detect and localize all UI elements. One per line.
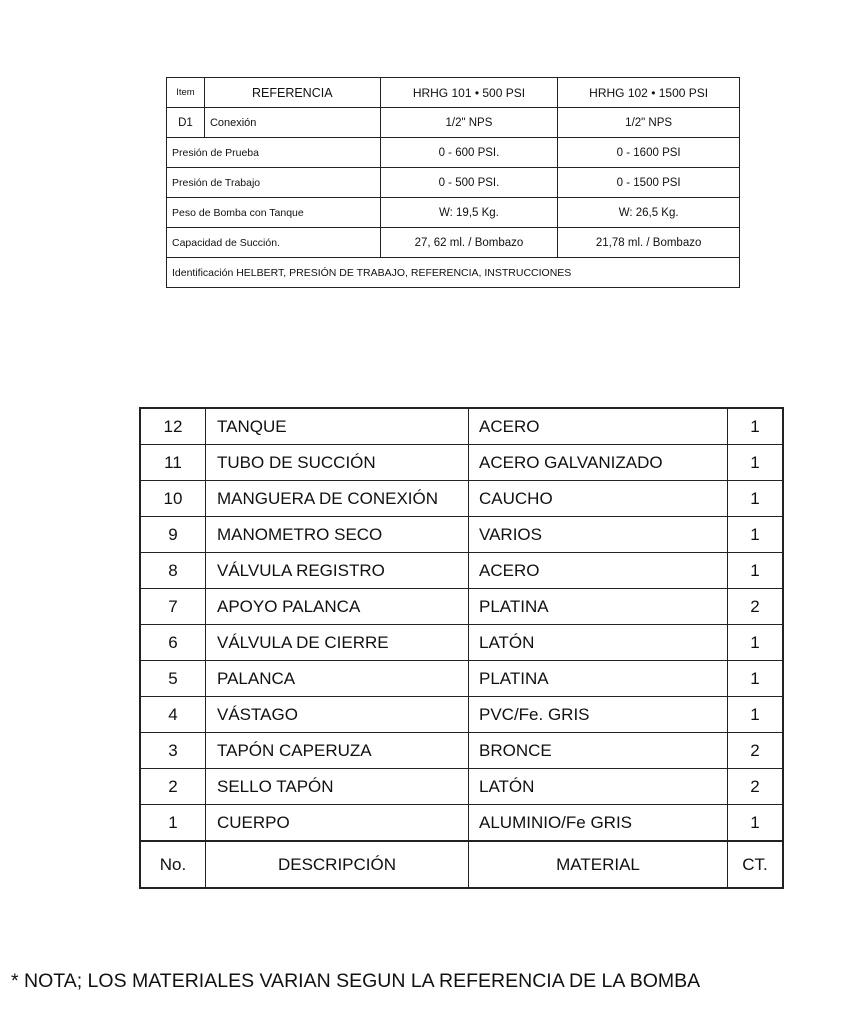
part-material-cell: ACERO GALVANIZADO xyxy=(469,445,728,481)
part-no-cell: 7 xyxy=(140,589,206,625)
spec-label: Presión de Prueba xyxy=(167,138,381,168)
part-qty-cell: 2 xyxy=(728,589,784,625)
part-description-cell: TUBO DE SUCCIÓN xyxy=(206,445,469,481)
part-qty-cell: 1 xyxy=(728,697,784,733)
spec-value-b: 1/2" NPS xyxy=(558,108,740,138)
part-no-cell: 2 xyxy=(140,769,206,805)
part-description-cell: TAPÓN CAPERUZA xyxy=(206,733,469,769)
spec-value-b: 0 - 1600 PSI xyxy=(558,138,740,168)
part-no-cell: 12 xyxy=(140,408,206,445)
spec-row xyxy=(167,138,740,168)
part-no-cell: 10 xyxy=(140,481,206,517)
spec-row xyxy=(167,168,740,198)
part-qty-cell: CT. xyxy=(728,841,784,888)
part-qty-cell: 1 xyxy=(728,481,784,517)
parts-row xyxy=(140,733,783,769)
part-description-cell: TANQUE xyxy=(206,408,469,445)
parts-row xyxy=(140,697,783,733)
part-description-cell: DESCRIPCIÓN xyxy=(206,841,469,888)
part-no-cell: 9 xyxy=(140,517,206,553)
spec-header-model-b: HRHG 102 • 1500 PSI xyxy=(558,78,740,108)
spec-value-a: 1/2" NPS xyxy=(380,108,558,138)
part-no-cell: 3 xyxy=(140,733,206,769)
part-qty-cell: 1 xyxy=(728,553,784,589)
part-material-cell: PVC/Fe. GRIS xyxy=(469,697,728,733)
part-material-cell: LATÓN xyxy=(469,625,728,661)
part-description-cell: APOYO PALANCA xyxy=(206,589,469,625)
parts-table xyxy=(139,407,784,889)
parts-row xyxy=(140,805,783,842)
part-no-cell: 8 xyxy=(140,553,206,589)
parts-row xyxy=(140,769,783,805)
part-material-cell: ACERO xyxy=(469,408,728,445)
part-qty-cell: 1 xyxy=(728,517,784,553)
parts-body xyxy=(140,408,783,888)
part-no-cell: 6 xyxy=(140,625,206,661)
part-no-cell: No. xyxy=(140,841,206,888)
parts-row xyxy=(140,625,783,661)
part-qty-cell: 1 xyxy=(728,408,784,445)
parts-row xyxy=(140,661,783,697)
part-material-cell: CAUCHO xyxy=(469,481,728,517)
part-qty-cell: 2 xyxy=(728,733,784,769)
part-material-cell: PLATINA xyxy=(469,661,728,697)
spec-table xyxy=(166,77,740,288)
part-no-cell: 11 xyxy=(140,445,206,481)
spec-value-b: W: 26,5 Kg. xyxy=(558,198,740,228)
spec-row xyxy=(167,108,740,138)
parts-row xyxy=(140,481,783,517)
part-description-cell: MANGUERA DE CONEXIÓN xyxy=(206,481,469,517)
spec-header-reference: REFERENCIA xyxy=(204,78,380,108)
part-no-cell: 5 xyxy=(140,661,206,697)
spec-header-row xyxy=(167,78,740,108)
spec-value-a: 0 - 600 PSI. xyxy=(380,138,558,168)
part-description-cell: VÁSTAGO xyxy=(206,697,469,733)
part-no-cell: 1 xyxy=(140,805,206,842)
spec-label: Peso de Bomba con Tanque xyxy=(167,198,381,228)
spec-value-a: 0 - 500 PSI. xyxy=(380,168,558,198)
part-description-cell: PALANCA xyxy=(206,661,469,697)
parts-header-row xyxy=(140,841,783,888)
part-no-cell: 4 xyxy=(140,697,206,733)
part-description-cell: CUERPO xyxy=(206,805,469,842)
part-description-cell: VÁLVULA DE CIERRE xyxy=(206,625,469,661)
part-qty-cell: 1 xyxy=(728,661,784,697)
part-qty-cell: 1 xyxy=(728,805,784,842)
spec-value-b: 0 - 1500 PSI xyxy=(558,168,740,198)
parts-row xyxy=(140,589,783,625)
spec-footer: Identificación HELBERT, PRESIÓN DE TRABAJO, REFERENCIA, INSTRUCCIONES xyxy=(167,258,740,288)
part-description-cell: SELLO TAPÓN xyxy=(206,769,469,805)
spec-label: Presión de Trabajo xyxy=(167,168,381,198)
spec-value-b: 21,78 ml. / Bombazo xyxy=(558,228,740,258)
spec-label: Capacidad de Succión. xyxy=(167,228,381,258)
parts-row xyxy=(140,517,783,553)
part-material-cell: ACERO xyxy=(469,553,728,589)
spec-header-model-a: HRHG 101 • 500 PSI xyxy=(380,78,558,108)
part-description-cell: MANOMETRO SECO xyxy=(206,517,469,553)
spec-footer-row xyxy=(167,258,740,288)
spec-item-code: D1 xyxy=(167,108,205,138)
spec-value-a: 27, 62 ml. / Bombazo xyxy=(380,228,558,258)
part-qty-cell: 1 xyxy=(728,625,784,661)
part-description-cell: VÁLVULA REGISTRO xyxy=(206,553,469,589)
part-material-cell: LATÓN xyxy=(469,769,728,805)
spec-value-a: W: 19,5 Kg. xyxy=(380,198,558,228)
spec-row xyxy=(167,228,740,258)
part-material-cell: VARIOS xyxy=(469,517,728,553)
part-material-cell: PLATINA xyxy=(469,589,728,625)
part-material-cell: BRONCE xyxy=(469,733,728,769)
materials-note: * NOTA; LOS MATERIALES VARIAN SEGUN LA REFERENCIA DE LA BOMBA xyxy=(11,970,701,992)
parts-row xyxy=(140,408,783,445)
part-qty-cell: 1 xyxy=(728,445,784,481)
spec-row xyxy=(167,198,740,228)
parts-row xyxy=(140,553,783,589)
spec-label: Conexión xyxy=(204,108,380,138)
spec-header-item: Item xyxy=(167,78,205,108)
parts-row xyxy=(140,445,783,481)
part-qty-cell: 2 xyxy=(728,769,784,805)
part-material-cell: ALUMINIO/Fe GRIS xyxy=(469,805,728,842)
part-material-cell: MATERIAL xyxy=(469,841,728,888)
